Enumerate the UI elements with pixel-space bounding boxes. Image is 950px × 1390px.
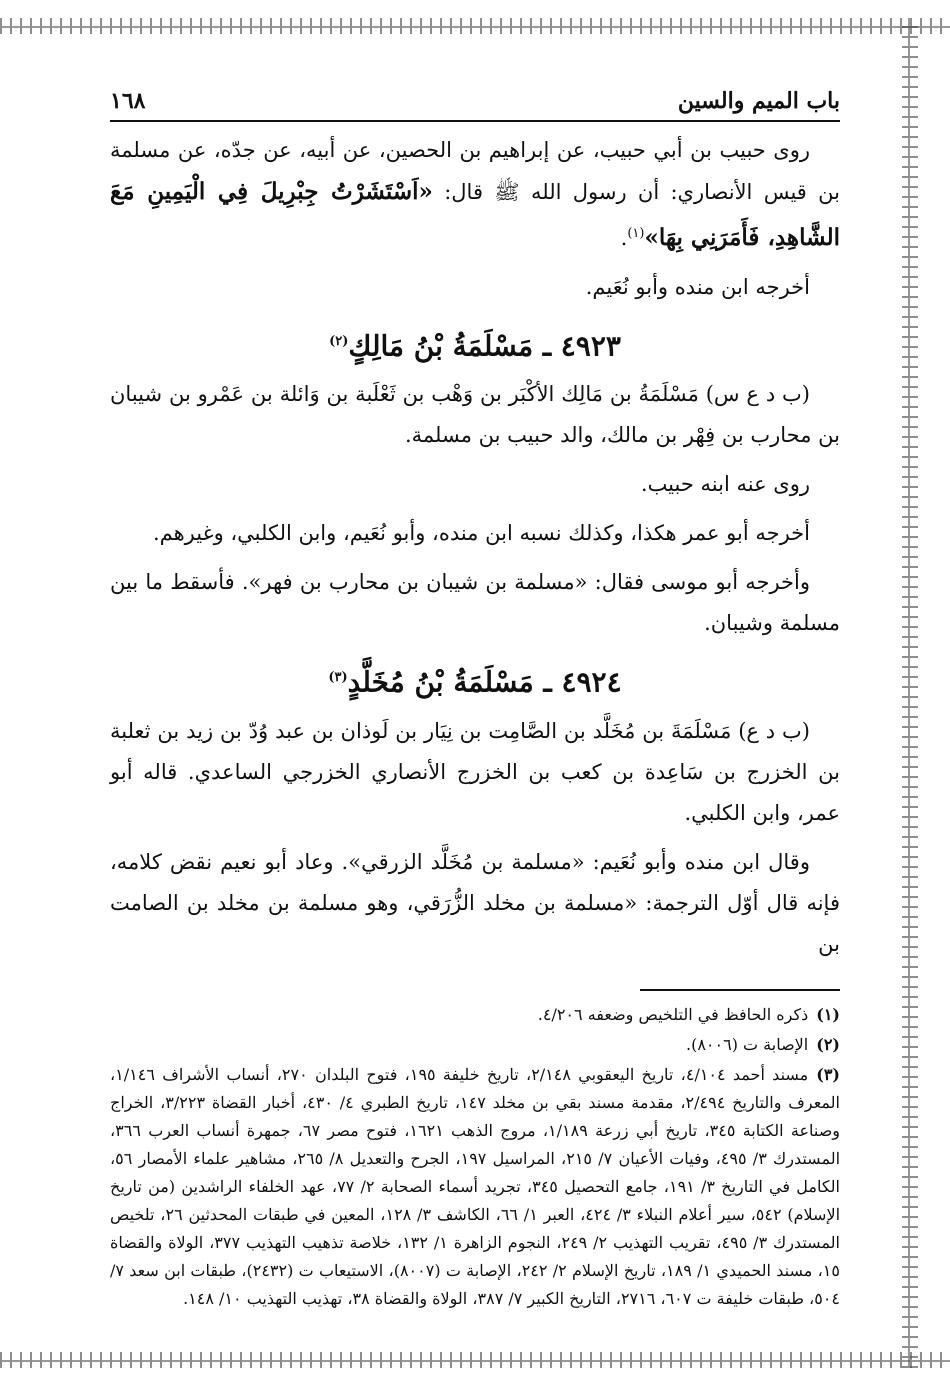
- hadith-intro: روى حبيب بن أبي حبيب، عن إبراهيم بن الحصين، عن أبيه، عن جدّه، عن مسلمة بن قيس الأنصاري: أن رسول الله ﷺ قال:: [110, 138, 840, 204]
- entry-heading-4923-text: ٤٩٢٣ ـ مَسْلَمَةُ بْنُ مَالِكٍ: [348, 329, 621, 363]
- footnote-divider: [640, 989, 840, 991]
- book-page: [110, 80, 840, 1340]
- paragraph-hadith: [110, 130, 840, 259]
- footnote-1-text: ذكره الحافظ في التلخيص وضعفه ٤/٢٠٦.: [537, 1004, 809, 1024]
- footnote-1-num: (١): [816, 1004, 840, 1024]
- paragraph-entry-4923: (ب د ع س) مَسْلَمَةُ بن مَالِك الأكْبَر بن وَهْب بن ثَعْلَبة بن وَائلة بن عَمْرو بن شيبان بن محارب بن فِهْر بن مالك، والد حبيب بن مسلمة.: [110, 382, 840, 448]
- page-border-bottom: [0, 1352, 950, 1368]
- hadith-end: .: [620, 226, 628, 250]
- footnote-ref-3: (٣): [328, 670, 348, 686]
- page-border-top: [0, 18, 950, 34]
- header-title: باب الميم والسين: [677, 88, 840, 114]
- paragraph-takhrij-1: أخرجه ابن منده وأبو نُعَيم.: [585, 275, 810, 299]
- footnote-2-text: الإصابة ت (٨٠٠٦).: [686, 1034, 809, 1054]
- entry-heading-4923: [110, 322, 840, 366]
- footnote-ref-1: (١): [627, 226, 645, 241]
- footnote-3: [110, 1061, 840, 1313]
- hadith-quote: «اَسْتَشَرْتُ جِبْرِيلَ فِي الْيَمِينِ مَعَ الشَّاهِدِ، فَأَمَرَنِي بِهَا»: [110, 178, 840, 251]
- paragraph-takhrij-3: وأخرجه أبو موسى فقال: «مسلمة بن شيبان بن محارب بن فهر». فأسقط ما بين مسلمة وشيبان.: [110, 570, 840, 636]
- footnote-1: [110, 1001, 840, 1029]
- paragraph-takhrij-2: أخرجه أبو عمر هكذا، وكذلك نسبه ابن منده، وأبو نُعَيم، وابن الكلبي، وغيرهم.: [152, 521, 810, 546]
- paragraph-entry-4924-cont: وقال ابن منده وأبو نُعَيم: «مسلمة بن مُخَلَّد الزرقي». وعاد أبو نعيم نقض كلامه، فإنه قال أوّل الترجمة: «مسلمة بن مخلد الزُّرَقي، وهو مسلمة بن مخلد بن الصامت بن: [110, 849, 840, 956]
- running-header: [110, 80, 840, 122]
- footnote-ref-2: (٢): [329, 334, 349, 349]
- paragraph-narration: روى عنه ابنه حبيب.: [640, 472, 810, 497]
- page-number: ١٦٨: [110, 88, 146, 114]
- footnote-2-num: (٢): [816, 1034, 840, 1054]
- entry-heading-4924: [110, 658, 840, 702]
- page-border-right: [902, 18, 918, 1368]
- footnote-2: [110, 1031, 840, 1059]
- entry-heading-4924-text: ٤٩٢٤ ـ مَسْلَمَةُ بْنُ مُخَلَّدٍ: [347, 665, 622, 699]
- paragraph-entry-4924: (ب د ع) مَسْلَمَةَ بن مُخَلَّد بن الصَّامِت بن نِيَار بن لَوذان بن عبد وُدّ بن زيد بن ثعلبة بن الخزرج بن سَاعِدة بن كعب بن الخزرج الأنصاري الخزرجي الساعدي. قاله أبو عمر، وابن الكلبي.: [110, 718, 840, 825]
- footnote-3-text: مسند أحمد ٤/١٠٤، تاريخ اليعقوبي ٢/١٤٨، تاريخ خليفة ١٩٥، فتوح البلدان ٢٧٠، أنساب الأشراف ١/١٤٦، المعرف والتاريخ ٢/٤٩٤، مقدمة مسند بقي بن مخلد ١٤٧، تاريخ الطبري ٤/ ٤٣٠، أخبار القضاة ٣/٢٢٣، الخراج وصناعة الكتابة ٣٤٥، تاريخ أبي زرعة ١/١٨٩، مروج الذهب ١٦٢١، فتوح مصر ٦٧، جمهرة أنساب العرب ٣٦٦، المستدرك ٣/ ٤٩٥، وفيات الأعيان ٧/ ٢١٥، المراسيل ١٩٧، الجرح والتعديل ٨/ ٢٦٥، مشاهير علماء الأمصار ٥٦، الكامل في التاريخ ٣/ ١٩١، جامع التحصيل ٣٤٥، تجريد أسماء الصحابة ٢/ ٧٧، عهد الخلفاء الراشدين (من تاريخ الإسلام) ٥٤٢، سير أعلام النبلاء ٣/ ٤٢٤، العبر ١/ ٦٦، الكاشف ٣/ ١٢٨، المعين في طبقات المحدثين ٢٦، تلخيص المستدرك ٣/ ٤٩٥، تقريب التهذيب ٢/ ٢٤٩، النجوم الزاهرة ١/ ١٣٢، خلاصة تذهيب التهذيب ٣٧٧، الولاة والقضاة ١٥، مسند الحميدي ١/ ١٨٩، تاريخ الإسلام ٢/ ٢٤٢، الإصابة ت (٨٠٠٧)، الاستيعاب ت (٢٤٣٢)، طبقات ابن سعد ٧/ ٥٠٤، طبقات خليفة ت ٦٠٧، ٢٧١٦، التاريخ الكبير ٧/ ٣٨٧، الولاة والقضاة ٣٨، تهذيب التهذيب ١٠/ ١٤٨.: [110, 1064, 841, 1308]
- footnote-3-num: (٣): [816, 1064, 840, 1084]
